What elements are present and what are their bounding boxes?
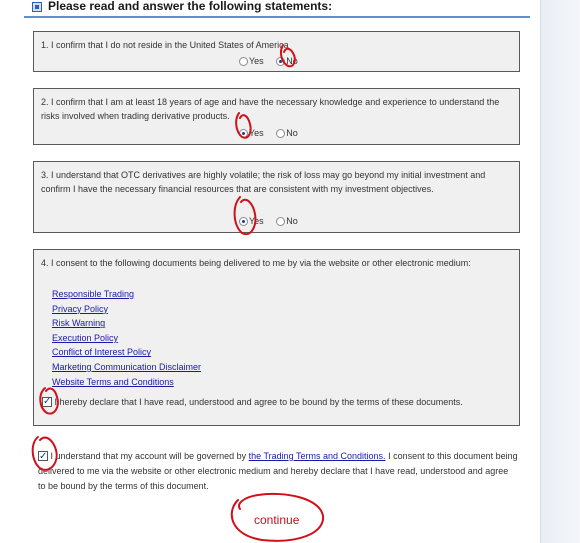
statement-2-yes-label: Yes	[249, 128, 264, 138]
statement-2-no-label: No	[286, 128, 298, 138]
statement-3-no-label: No	[286, 216, 298, 226]
link-marketing-disclaimer[interactable]: Marketing Communication Disclaimer	[52, 361, 202, 372]
statement-3-yes-label: Yes	[249, 216, 264, 226]
terms-text-after: I consent to this document being delivered to me via the website or other electronic medium and hereby declare that I have read, understood and agree to be bound by the terms of this document.	[38, 451, 518, 491]
terms-agreement	[38, 449, 518, 494]
statement-1-text: 1. I confirm that I do not reside in the United States of America	[41, 40, 289, 50]
statement-1-no-radio[interactable]	[276, 57, 285, 66]
statement-1-box	[33, 31, 520, 72]
bullet-icon	[32, 2, 42, 12]
statement-3-options	[239, 214, 308, 228]
statement-3-box	[33, 161, 520, 233]
trading-terms-link[interactable]: the Trading Terms and Conditions.	[248, 451, 386, 461]
statement-2-text: 2. I confirm that I am at least 18 years of age and have the necessary knowledge and experience to understand the risks involved when trading derivative products.	[41, 97, 500, 121]
continue-button[interactable]: continue	[254, 513, 300, 527]
statement-1-yes-label: Yes	[249, 56, 264, 66]
statement-2-no-radio[interactable]	[276, 129, 285, 138]
documents-declaration-text: I hereby declare that I have read, understood and agree to be bound by the terms of these documents.	[54, 397, 463, 407]
statement-2-options	[239, 126, 308, 140]
statement-3-text: 3. I understand that OTC derivatives are highly volatile; the risk of loss may go beyond my initial investment and confirm I have the necessary financial resources that are consistent with my investment objectives.	[41, 170, 486, 194]
statement-1-options	[239, 54, 308, 68]
terms-text-before: I understand that my account will be governed by	[50, 451, 249, 461]
documents-declaration	[42, 395, 512, 409]
link-risk-warning[interactable]: Risk Warning	[52, 318, 106, 329]
statement-3-no-radio[interactable]	[276, 217, 285, 226]
terms-agree-checkbox[interactable]	[38, 451, 48, 461]
statement-2-box	[33, 88, 520, 145]
link-privacy-policy[interactable]: Privacy Policy	[52, 303, 109, 314]
link-website-terms[interactable]: Website Terms and Conditions	[52, 376, 174, 387]
statement-2-yes-radio[interactable]	[239, 129, 248, 138]
left-margin	[0, 0, 14, 543]
section-title: Please read and answer the following statements:	[48, 0, 333, 13]
statement-1-yes-radio[interactable]	[239, 57, 248, 66]
statement-1-no-label: No	[286, 56, 298, 66]
statement-3-yes-radio[interactable]	[239, 217, 248, 226]
documents-agree-checkbox[interactable]	[42, 397, 52, 407]
link-responsible-trading[interactable]: Responsible Trading	[52, 289, 135, 299]
section-header	[24, 0, 530, 18]
statement-4-box	[33, 249, 520, 426]
right-margin	[540, 0, 580, 543]
statement-4-text: 4. I consent to the following documents being delivered to me by via the website or other electronic medium:	[41, 258, 471, 268]
link-execution-policy[interactable]: Execution Policy	[52, 332, 119, 343]
document-links	[52, 287, 201, 389]
link-conflict-of-interest-policy[interactable]: Conflict of Interest Policy	[52, 347, 152, 358]
